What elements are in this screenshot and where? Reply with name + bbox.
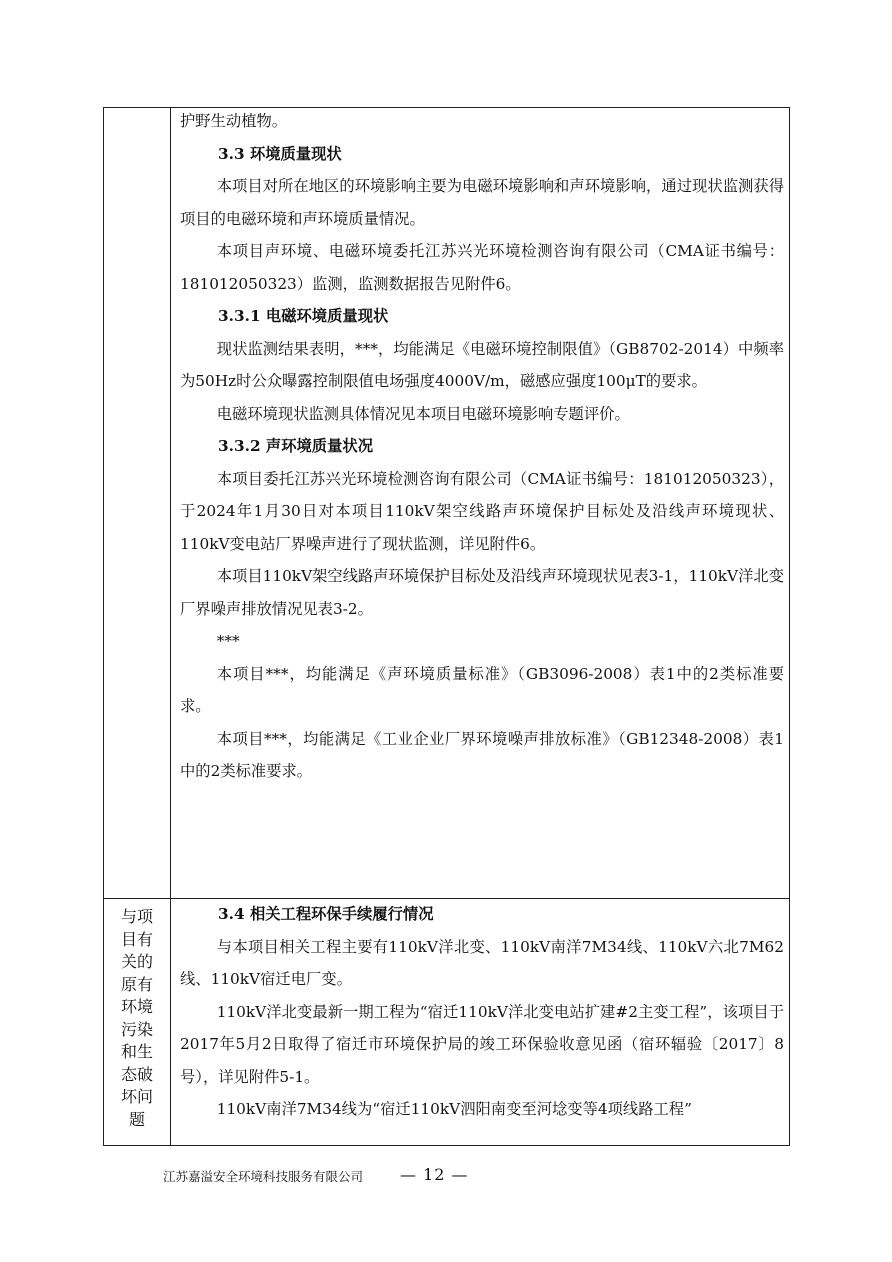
paragraph: 本项目***，均能满足《声环境质量标准》（GB3096-2008）表1中的2类标准要求。 — [180, 664, 784, 715]
paragraph: 护野生动植物。 — [180, 112, 288, 130]
paragraph: *** — [216, 632, 240, 650]
paragraph: 与本项目相关工程主要有110kV洋北变、110kV南洋7M34线、110kV六北7M62线、110kV宿迁电厂变。 — [180, 937, 784, 988]
paragraph: 本项目委托江苏兴光环境检测咨询有限公司（CMA证书编号：181012050323），于2024年1月30日对本项目110kV架空线路声环境保护目标处及沿线声环境现状、110kV变电站厂界噪声进行了现状监测，详见附件6。 — [180, 469, 784, 553]
paragraph: 110kV洋北变最新一期工程为“宿迁110kV洋北变电站扩建#2主变工程”，该项目于2017年5月2日取得了宿迁市环境保护局的竣工环保验收意见函（宿环辐验〔2017〕8号），详见附件5-1。 — [180, 1002, 784, 1086]
page-footer — [0, 1163, 892, 1193]
row-header-original-pollution — [106, 906, 168, 1131]
section-heading: 3.3.1 电磁环境质量现状 — [218, 307, 389, 325]
paragraph: 本项目***，均能满足《工业企业厂界环境噪声排放标准》（GB12348-2008）表1中的2类标准要求。 — [180, 729, 784, 780]
paragraph: 110kV南洋7M34线为“宿迁110kV泗阳南变至河埝变等4项线路工程” — [216, 1100, 692, 1118]
environment-quality-cell — [180, 105, 784, 788]
paragraph: 本项目声环境、电磁环境委托江苏兴光环境检测咨询有限公司（CMA证书编号：181012050323）监测，监测数据报告见附件6。 — [180, 242, 784, 293]
section-heading: 3.3.2 声环境质量状况 — [218, 437, 373, 455]
paragraph: 电磁环境现状监测具体情况见本项目电磁环境影响专题评价。 — [216, 404, 630, 423]
footer-company: 江苏嘉溢安全环境科技服务有限公司 — [163, 1169, 364, 1184]
paragraph: 本项目110kV架空线路声环境保护目标处及沿线声环境现状见表3-1，110kV洋北变厂界噪声排放情况见表3-2。 — [180, 567, 784, 618]
related-projects-cell — [180, 898, 784, 1126]
paragraph: 本项目对所在地区的环境影响主要为电磁环境影响和声环境影响，通过现状监测获得项目的电磁环境和声环境质量情况。 — [180, 177, 784, 228]
column-divider — [170, 107, 171, 1146]
row-header-text: 与项目有关的原有环境污染和生态破坏问题 — [120, 907, 153, 1129]
paragraph: 现状监测结果表明，***，均能满足《电磁环境控制限值》（GB8702-2014）中频率为50Hz时公众曝露控制限值电场强度4000V/m，磁感应强度100μT的要求。 — [180, 339, 784, 390]
page-number: — 12 — — [400, 1165, 469, 1184]
section-heading: 3.3 环境质量现状 — [218, 144, 342, 163]
section-heading: 3.4 相关工程环保手续履行情况 — [218, 905, 434, 923]
